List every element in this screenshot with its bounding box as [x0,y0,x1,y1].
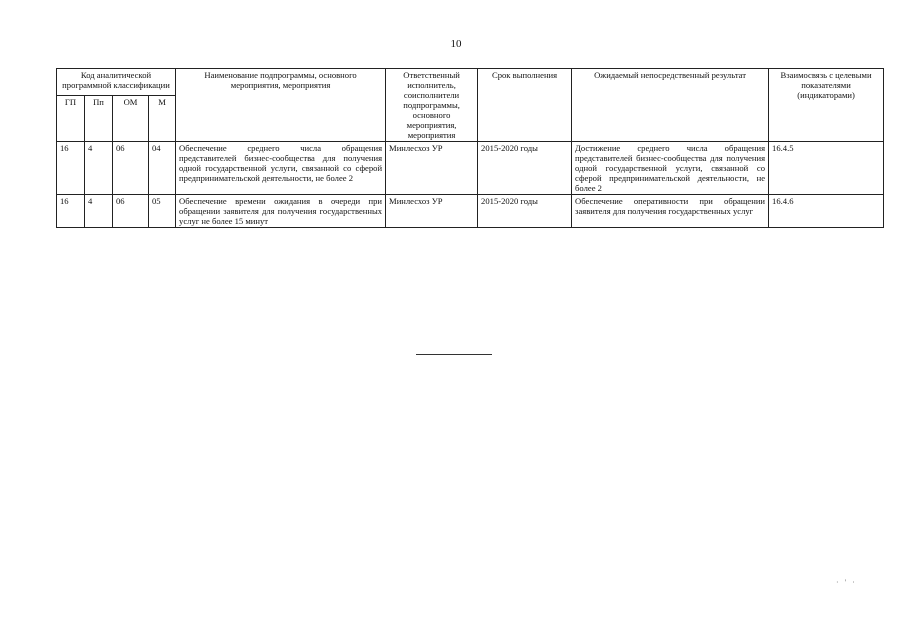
header-gp: ГП [57,96,85,142]
cell-gp: 16 [57,195,85,228]
table-row [57,195,884,228]
cell-name: Обеспечение среднего числа обращения представителей бизнес-сообщества для получения одной государственной услуги, связанной со сферой предпринимательской деятельности, не более 2 [176,142,386,195]
cell-om: 06 [113,142,149,195]
cell-pp: 4 [85,142,113,195]
cell-pp: 4 [85,195,113,228]
header-om: ОМ [113,96,149,142]
cell-m: 05 [149,195,176,228]
cell-result: Обеспечение оперативности при обращении заявителя для получения государственных услуг [572,195,769,228]
page-number: 10 [450,38,462,50]
cell-term: 2015-2020 годы [478,142,572,195]
header-result: Ожидаемый непосредственный результат [572,69,769,142]
end-divider [416,354,492,355]
cell-responsible: Минлесхоз УР [386,142,478,195]
header-m: М [149,96,176,142]
cell-gp: 16 [57,142,85,195]
cell-om: 06 [113,195,149,228]
header-pp: Пп [85,96,113,142]
cell-name: Обеспечение времени ожидания в очереди при обращении заявителя для получения государственных услуг не более 15 минут [176,195,386,228]
header-term: Срок выполнения [478,69,572,142]
cell-indicator: 16.4.6 [769,195,884,228]
cell-responsible: Минлесхоз УР [386,195,478,228]
header-code-group: Код аналитической программной классификации [57,69,176,96]
cell-indicator: 16.4.5 [769,142,884,195]
cell-term: 2015-2020 годы [478,195,572,228]
scan-artifact: · ' · [836,578,857,587]
cell-result: Достижение среднего числа обращения представителей бизнес-сообщества для получения одной государственной услуги, связанной со сферой предпринимательской деятельности, не более 2 [572,142,769,195]
header-link: Взаимосвязь с целевыми показателями (индикаторами) [769,69,884,142]
cell-m: 04 [149,142,176,195]
header-row-1 [57,69,884,96]
program-table [56,68,884,228]
header-name: Наименование подпрограммы, основного мероприятия, мероприятия [176,69,386,142]
table-row [57,142,884,195]
header-responsible: Ответственный исполнитель, соисполнители подпрограммы, основного мероприятия, мероприятия [386,69,478,142]
